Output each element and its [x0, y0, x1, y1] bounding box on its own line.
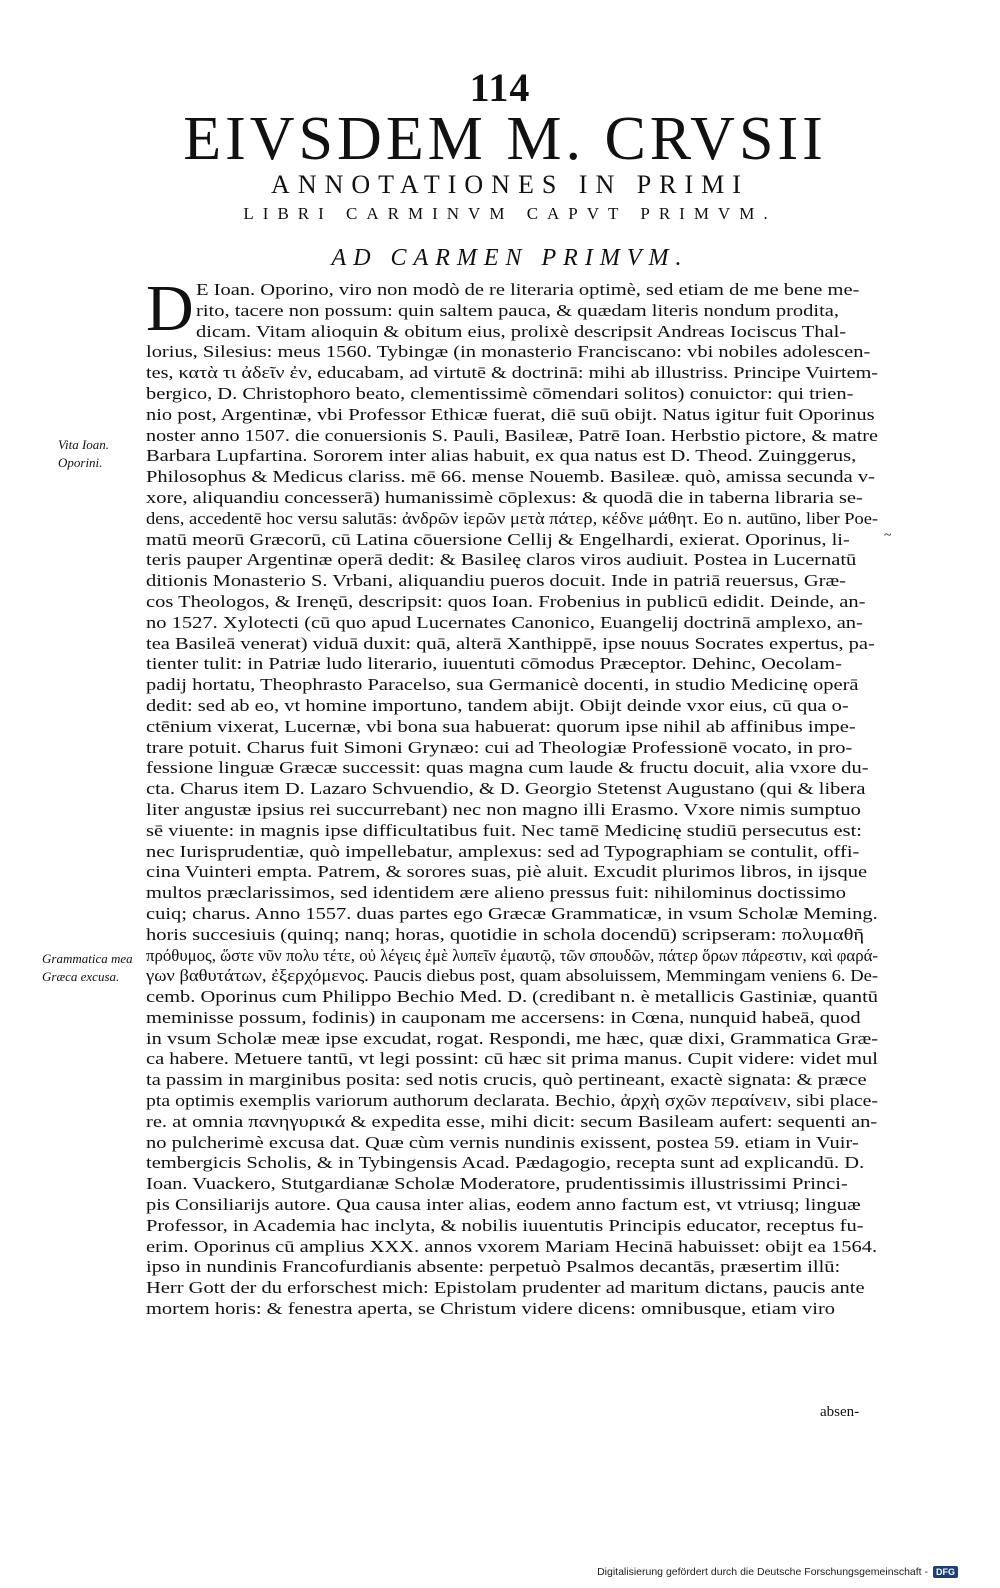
text-line: multos præclarissimos, sed identidem ære alieno pressus fuit: nihilominus doctissimo	[146, 883, 846, 903]
text-line: fessione linguæ Græcæ successit: quas magna cum laude & fructu docuit, alia vxore du-	[146, 758, 869, 778]
text-line: in vsum Scholæ meæ ipse excudat, rogat. Respondi, me hæc, quæ dixi, Grammatica Græ-	[146, 1028, 878, 1048]
text-line: dens, accedentē hoc versu salutās: ἀνδρῶν ἱερῶν μετὰ πάτερ, κέδνε μάθητ. Eo n. autūno, liber Poe-	[146, 508, 878, 528]
text-line: ditionis Monasterio S. Vrbani, aliquandiu pueros docuit. Inde in patriā reuersus, Græ-	[146, 571, 846, 591]
text-line: ca habere. Metuere tantū, vt legi possint: cū hæc sit prima manus. Cupit videre: videt mul	[146, 1049, 878, 1069]
text-line: meminisse possum, fodinis) in cauponam me accersens: in Cœna, nunquid habeā, quod	[146, 1007, 861, 1027]
text-line: xore, aliquandiu concesserā) humanissimè cōplexus: & quodā die in taberna libraria se-	[146, 487, 863, 507]
text-line: pis Consiliarijs autore. Qua causa inter alias, eodem anno factum est, vt vtriusq; linguæ	[146, 1195, 861, 1215]
text-line: rito, tacere non possum: quin saltem pauca, & quædam literis nondum prodita,	[196, 300, 839, 320]
title: EIVSDEM M. CRVSII	[183, 105, 827, 173]
subtitle-2: LIBRI CARMINVM CAPVT PRIMVM.	[243, 204, 777, 223]
section-heading: AD CARMEN PRIMVM.	[331, 245, 689, 271]
text-line: Professor, in Academia hac inclyta, & nobilis iuuentutis Principis educator, receptus fu-	[146, 1215, 864, 1235]
text-line: ipso in nundinis Francofurdianis absente: perpetuò Psalmos decantās, præsertim illū:	[146, 1257, 841, 1277]
text-line: cuiq; charus. Anno 1557. duas partes ego Græcæ Grammaticæ, in vsum Scholæ Meming.	[146, 903, 878, 923]
text-line: lorius, Silesius: meus 1560. Tybingæ (in monasterio Franciscano: vbi nobiles adolescen-	[146, 342, 871, 362]
text-line: tembergicis Scholis, & in Tybingensis Acad. Pædagogio, recepta sunt ad explicandū. D.	[146, 1153, 865, 1173]
text-line: Barbara Lupfartina. Sororem inter alias habuit, ex qua natus est D. Theod. Zuinggerus,	[146, 446, 857, 466]
page-number: 114	[469, 65, 531, 110]
footer-credit	[597, 1566, 958, 1578]
text-line: cta. Charus item D. Lazaro Schvuendio, & D. Georgio Stetenst Augustano (qui & libera	[146, 779, 866, 799]
margin-note-vita: Vita Ioan. Oporini.	[58, 437, 110, 470]
text-line: horis succesiuis (quinq; nanq; horas, quotidie in schola docendū) scripseram: πολυμαθῆ	[146, 924, 865, 944]
text-line: πρόθυμος, ὥστε νῦν πολυ τέτε, οὐ λέγεις ἐμὲ λυπεῖν ἐμαυτῷ, τῶν σπουδῶν, πάτερ ὅρων πάρεστιν, καὶ φαρά-	[146, 945, 878, 965]
text-line: mortem horis: & fenestra aperta, se Christum videre dicens: omnibusque, etiam viro	[146, 1299, 836, 1319]
text-line: cos Theologos, & Irenęū, descripsit: quos Ioan. Frobenius in publicū edidit. Deinde, an-	[146, 591, 866, 611]
text-line: teris pauper Argentinæ operā dedit: & Basileę claros viros audiuit. Postea in Lucernatū	[146, 550, 857, 570]
subtitle: ANNOTATIONES IN PRIMI	[271, 170, 749, 199]
text-line: pta optimis exemplis variorum authorum declarata. Bechio, ἀρχὴ σχῶν περαίνειν, sibi place-	[146, 1091, 878, 1111]
margin-mark: ~	[884, 528, 892, 543]
dfg-logo: DFG	[933, 1566, 958, 1578]
text-line: γων βαθυτάτων, ἐξερχόμενος. Paucis diebus post, quam absoluissem, Memmingam veniens 6. De-	[146, 966, 878, 986]
text-line: tienter tulit: in Patriæ ludo literario, iuuentuti cōmodus Præceptor. Dehinc, Oecolam-	[146, 654, 842, 674]
text-line: matū meorū Græcorū, cū Latina cōuersione Cellij & Engelhardi, exierat. Oporinus, li-	[146, 529, 850, 549]
text-line: dicam. Vitam alioquin & obitum eius, prolixè descripsit Andreas Iociscus Thal-	[196, 321, 847, 341]
text-line: ctēnium vixerat, Lucernæ, vbi bona sua habuerat: quorum ipse nihil ab affinibus impe-	[146, 716, 856, 736]
text-line: Herr Gott der du erforschest mich: Epistolam prudenter ad maritum dictans, paucis ante	[146, 1278, 865, 1298]
text-line: dedit: sed ab eo, vt homine importuno, tandem abijt. Obijt deinde vxor eius, cū qua o-	[146, 695, 849, 715]
body-text	[146, 280, 878, 1320]
text-line: erim. Oporinus cū amplius XXX. annos vxorem Mariam Hecinā habuisset: obijt ea 1564.	[146, 1236, 878, 1256]
text-line: re. at omnia πανηγυρικά & expedita esse, mihi dicit: secum Basileam aufert: sequenti an-	[146, 1111, 878, 1131]
catchword: absen-	[820, 1404, 860, 1420]
text-line: nec Iurisprudentiæ, quò impellebatur, amplexus: sed ad Typographiam se contulit, offi-	[146, 841, 860, 861]
text-line: ta passim in marginibus posita: sed notis crucis, quò pertineant, exactè signata: & præce	[146, 1070, 867, 1090]
text-line: tea Basileā venerat) viduā duxit: quā, alterā Xanthippē, ipse nouus Socrates expertus, pa-	[146, 633, 875, 653]
drop-cap: D	[146, 272, 194, 345]
margin-note-grammatica: Grammatica mea Græca excusa.	[42, 951, 133, 984]
text-line: liter angustæ ipsius rei succurrebant) nec non magno illi Erasmo. Vxore nimis sumptuo	[146, 799, 861, 819]
text-line: noster anno 1507. die conuersionis S. Pauli, Basileæ, Patrē Ioan. Herbstio pictore, & matre	[146, 425, 878, 445]
text-line: E Ioan. Oporino, viro non modò de re literaria optimè, sed etiam de me bene me-	[196, 280, 860, 299]
text-line: sē viuente: in magnis ipse difficultatibus fuit. Nec tamē Medicinę studiū persecutus est:	[146, 820, 862, 840]
text-line: nio post, Argentinæ, vbi Professor Ethicæ fuerat, diē suū obijt. Natus igitur fuit Oporinus	[146, 404, 875, 424]
text-line: cina Vuinteri empta. Patrem, & sorores suas, piè aluit. Excudit plurimos libros, in ijsque	[146, 862, 868, 882]
text-line: tes, κατὰ τι ἀδεῖν ἐν, educabam, ad virtutē & doctrinā: mihi ab illustriss. Principe Vuirtem-	[146, 363, 878, 383]
text-line: trare potuit. Charus fuit Simoni Grynæo: cui ad Theologiæ Professionē vocato, in pro-	[146, 737, 853, 757]
text-line: bergico, D. Christophoro beato, clementissimè cōmendari solitos) conuictor: qui trien-	[146, 383, 854, 403]
text-line: Ioan. Vuackero, Stutgardianæ Scholæ Moderatore, prudentissimis illustrissimi Princi-	[146, 1174, 848, 1194]
text-line: cemb. Oporinus cum Philippo Bechio Med. D. (credibant n. è metallicis Gastiniæ, quantū	[146, 987, 878, 1007]
text-line: no pulcherimè excusa dat. Quæ cùm vernis nundinis exissent, postea 59. etiam in Vuir-	[146, 1132, 859, 1152]
text-line: Philosophus & Medicus clariss. mē 66. mense Nouemb. Basileæ. quò, amissa secunda v-	[146, 467, 875, 487]
text-line: no 1527. Xylotecti (cū quo apud Lucernates Canonico, Euangelij doctrinā amplexo, an-	[146, 612, 863, 632]
text-line: padij hortatu, Theophrasto Paracelso, sua Germanicè docenti, in studio Medicinę operā	[146, 675, 859, 695]
footer-credit-text: Digitalisierung gefördert durch die Deutsche Forschungsgemeinschaft -	[597, 1566, 928, 1578]
